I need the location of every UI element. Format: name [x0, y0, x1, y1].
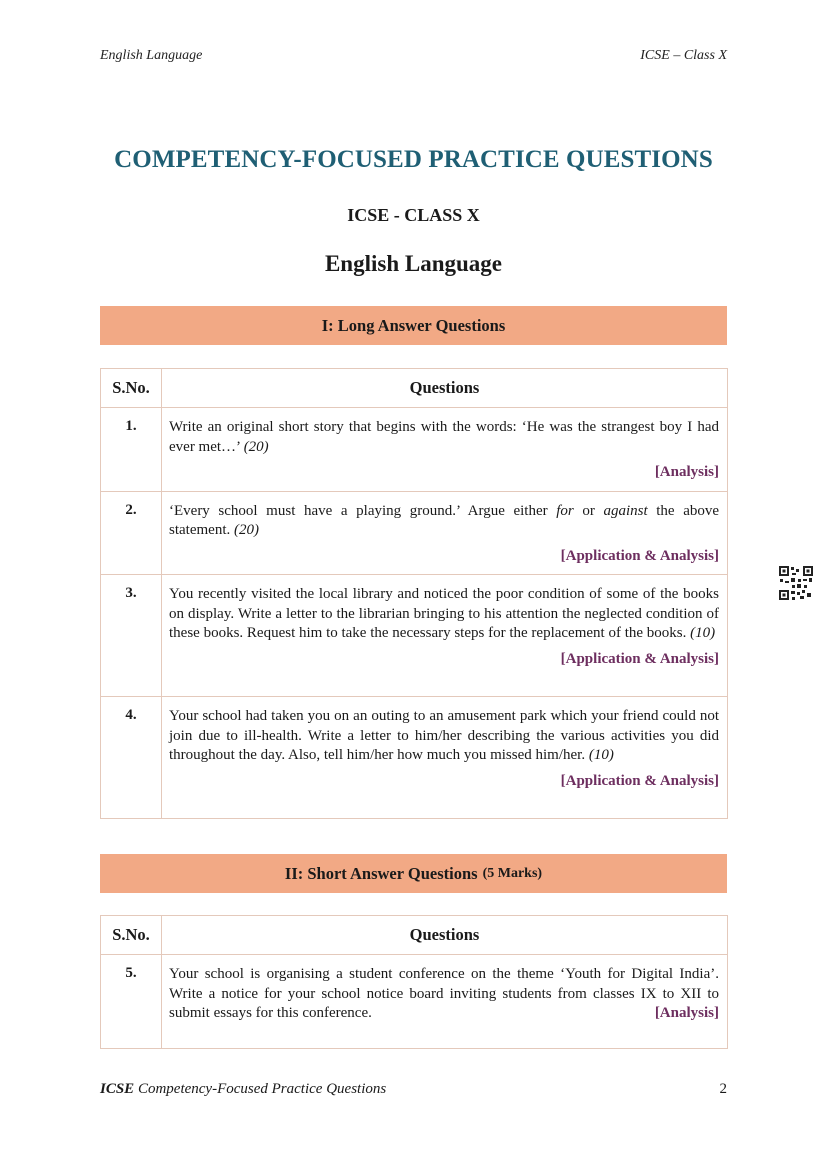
section-label: I: Long Answer Questions	[321, 315, 506, 335]
table-header-row	[101, 916, 728, 955]
table-row	[101, 575, 728, 697]
question-number: 2.	[101, 491, 162, 575]
question-text: Your school had taken you on an outing to an amusement park which your friend could not join due to ill-health. Write a letter to him/her describing the various activities you did throughout the day. Also, tell him/her how much you missed him/her. (10)	[169, 708, 719, 763]
column-header-sno: S.No.	[101, 916, 162, 955]
question-text: You recently visited the local library and noticed the poor condition of some of the books on display. Write a letter to the librarian bringing to his attention the neglected condition of these books. Request him to take the necessary steps for the replacement of the books. (10)	[169, 586, 719, 641]
competency-tag: [Analysis]	[654, 464, 719, 480]
class-subtitle: ICSE - CLASS X	[347, 205, 480, 225]
running-footer: ICSE Competency-Focused Practice Questions	[100, 1081, 387, 1097]
question-cell	[162, 955, 728, 1049]
question-text: Your school is organising a student conference on the theme ‘Youth for Digital India’. Write a notice for your school notice board inviting students from classes IX to XII to submit essays for this conference. [Analysis]	[169, 965, 719, 1024]
question-text: Write an original short story that begins with the words: ‘He was the strangest boy I had ever met…’ (20)	[169, 419, 719, 455]
short-answer-table	[100, 915, 728, 1049]
question-cell	[162, 408, 728, 492]
marks: (20)	[233, 522, 259, 538]
table-row	[101, 697, 728, 819]
table-row	[101, 408, 728, 492]
section-label: II: Short Answer Questions	[284, 863, 478, 883]
section-heading-short-answer	[100, 854, 727, 893]
marks: (10)	[690, 625, 716, 641]
question-cell	[162, 575, 728, 697]
competency-tag: [Application & Analysis]	[560, 547, 719, 564]
competency-tag: [Application & Analysis]	[560, 772, 719, 789]
page-number: 2	[719, 1081, 727, 1097]
table-header-row	[101, 369, 728, 408]
table-row	[101, 955, 728, 1049]
section-heading-long-answer	[100, 306, 727, 345]
running-header-right: ICSE – Class X	[640, 48, 727, 63]
column-header-questions: Questions	[162, 916, 728, 955]
marks: (10)	[588, 747, 614, 763]
running-header-left: English Language	[100, 48, 203, 63]
subject-heading: English Language	[324, 251, 503, 276]
question-text: ‘Every school must have a playing ground.’ Argue either for or against the above statement. (20)	[169, 502, 720, 538]
question-cell	[162, 491, 728, 575]
competency-tag: [Application & Analysis]	[560, 650, 719, 667]
table-row	[101, 491, 728, 575]
competency-tag: [Analysis]	[654, 1005, 719, 1021]
qr-code-icon[interactable]	[778, 565, 814, 601]
long-answer-table	[100, 368, 728, 819]
page-title: COMPETENCY-FOCUSED PRACTICE QUESTIONS	[114, 146, 713, 173]
question-number: 3.	[101, 575, 162, 697]
section-marks: (5 Marks)	[482, 865, 543, 881]
question-number: 1.	[101, 408, 162, 492]
column-header-questions: Questions	[162, 369, 728, 408]
question-number: 5.	[101, 955, 162, 1049]
column-header-sno: S.No.	[101, 369, 162, 408]
question-number: 4.	[101, 697, 162, 819]
question-cell	[162, 697, 728, 819]
marks: (20)	[243, 438, 269, 455]
